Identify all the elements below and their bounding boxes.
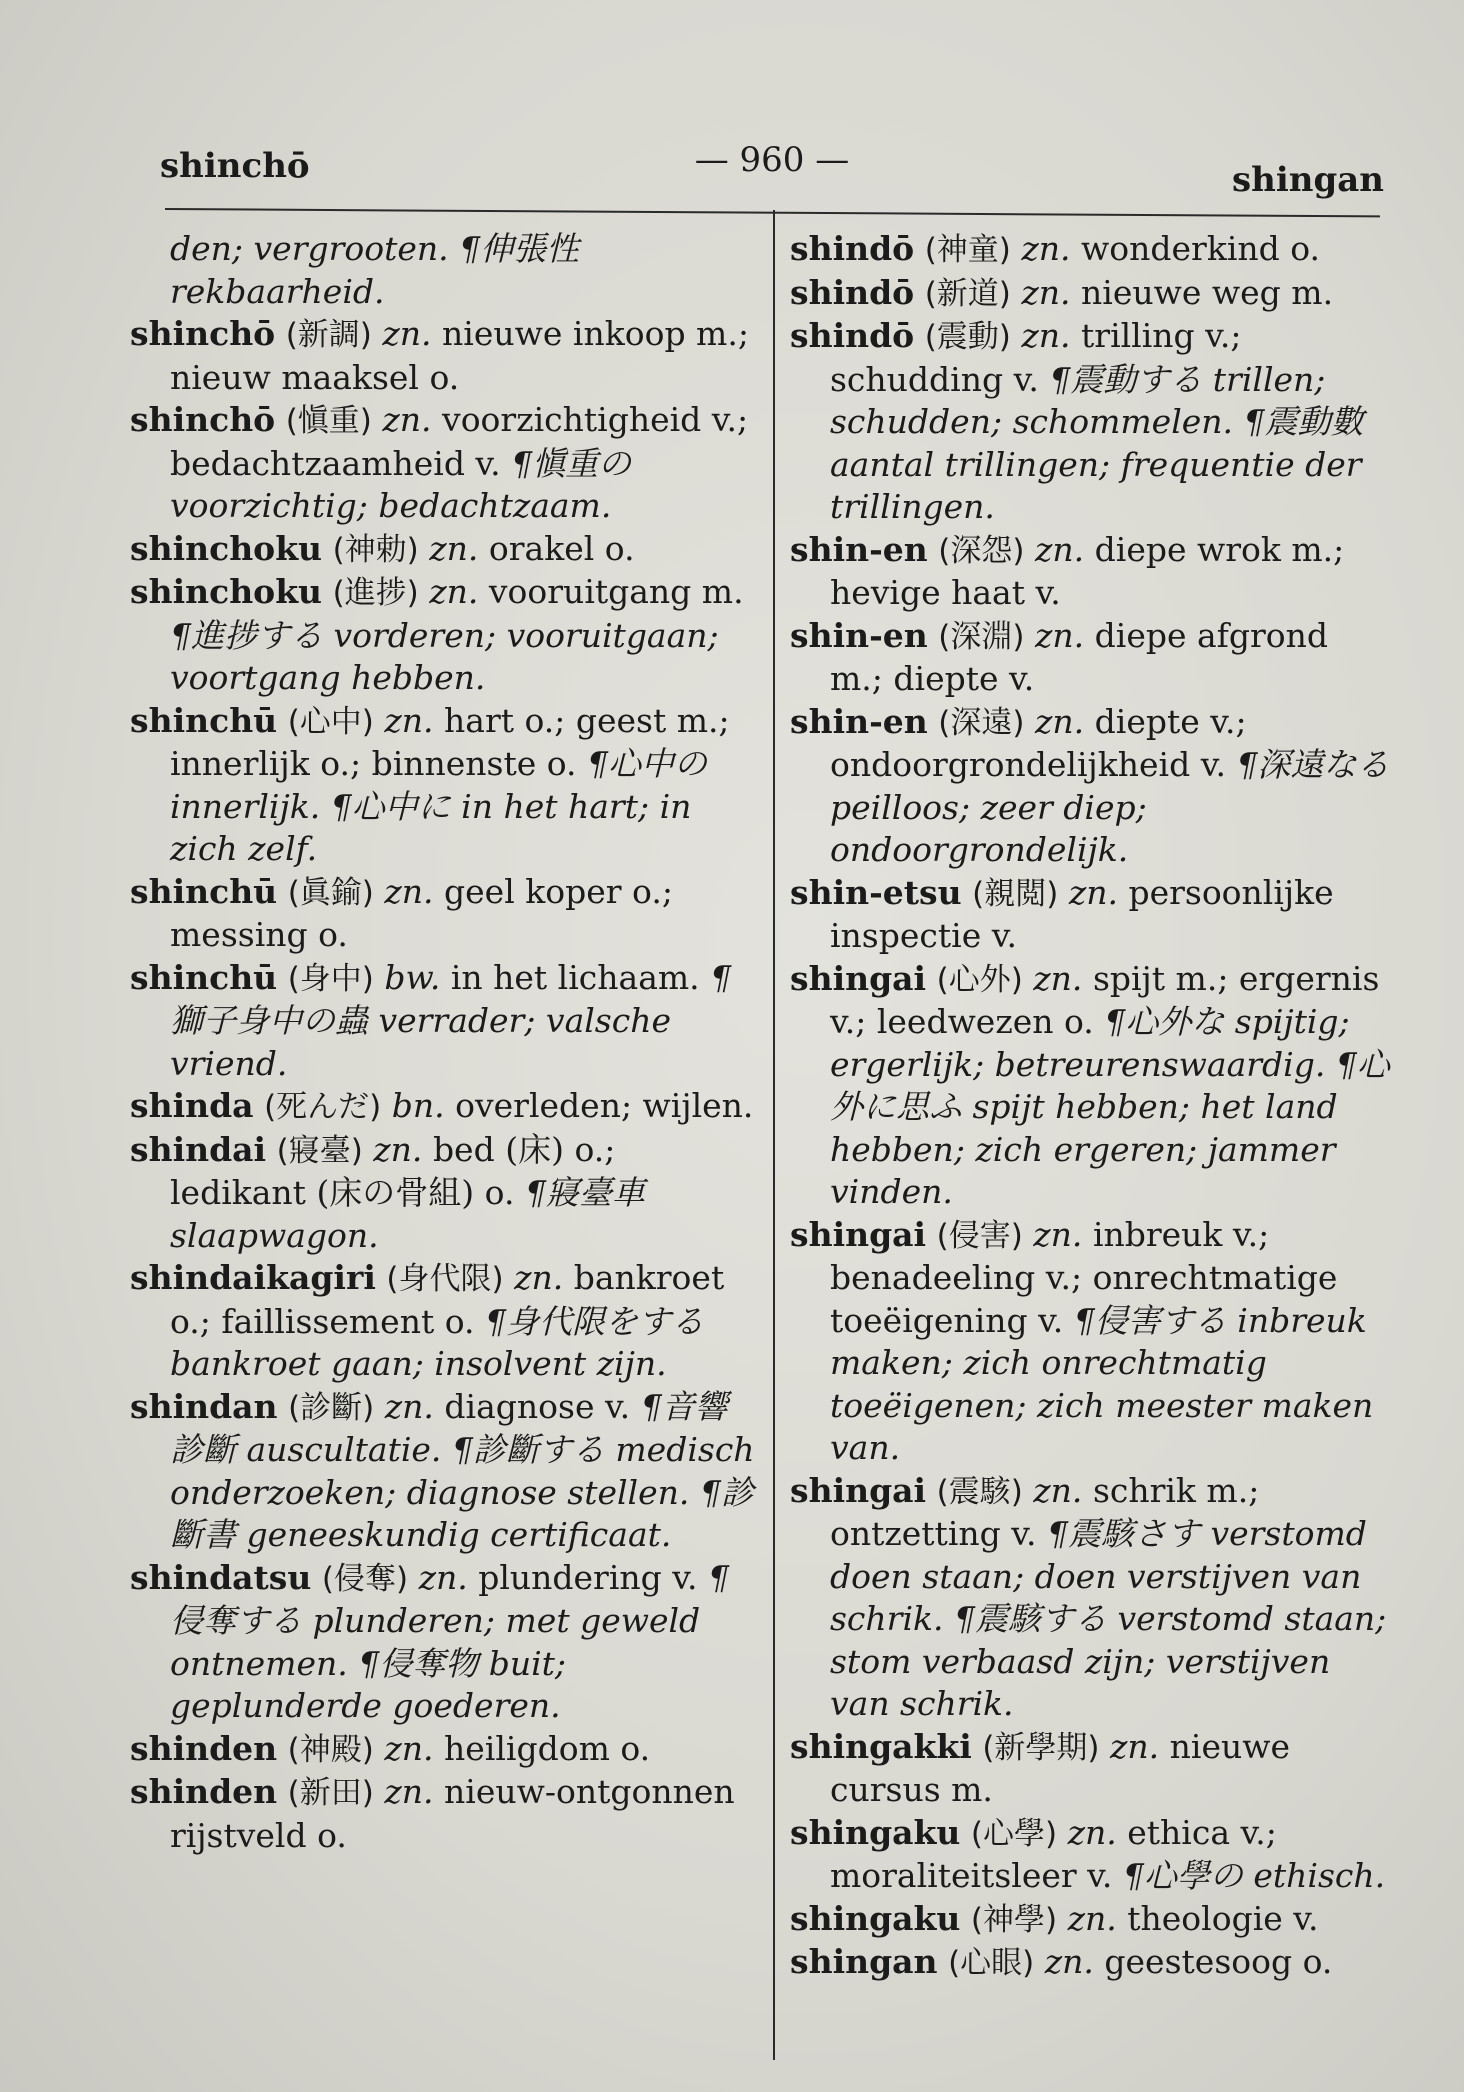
entry-pos: zn. <box>1035 529 1085 569</box>
entry-headword: shindatsu <box>130 1557 312 1597</box>
entry-example: ¶獅子身中の蟲 verrader; valsche vriend. <box>170 957 732 1083</box>
dictionary-entry <box>130 1771 760 1857</box>
entry-pos: zn. <box>384 1772 434 1811</box>
entry-headword: shin-en <box>790 701 928 741</box>
entry-headword: shinchū <box>130 871 278 911</box>
entry-headword: shindai <box>130 1129 267 1169</box>
dictionary-entry <box>790 958 1390 1214</box>
entry-kanji: (身代限) <box>386 1261 504 1297</box>
entry-pos: bn. <box>391 1086 445 1125</box>
entry-definition: nieuwe weg m. <box>1081 272 1334 312</box>
running-head-right: shingan <box>1231 160 1384 200</box>
entry-kanji: (寢臺) <box>276 1132 363 1169</box>
entry-kanji: (眞鍮) <box>287 874 374 911</box>
dictionary-entry <box>790 228 1390 272</box>
entry-definition: vooruitgang m. <box>488 572 744 611</box>
entry-headword: shin-en <box>790 615 928 655</box>
dictionary-entry <box>790 1214 1390 1470</box>
entry-kanji: (震動) <box>924 319 1011 355</box>
entry-pos: zn. <box>384 1728 434 1768</box>
entry-pos: zn. <box>1033 1470 1083 1510</box>
running-head-left: shinchō <box>160 146 310 186</box>
entry-kanji: (心眼) <box>948 1945 1035 1981</box>
entry-pos: zn. <box>1021 272 1071 312</box>
entry-example: ¶心外な spijtig; ergerlijk; betreurenswaardig. ¶心外に思ふ spijt hebben; het land hebben; zich ergeren; jammer vinden. <box>830 1002 1390 1211</box>
entry-headword: shinden <box>130 1728 278 1768</box>
entry-headword: shinchū <box>130 957 278 997</box>
entry-definition: inbreuk v.; benadeeling v.; onrechtmatige toeëigening v. <box>830 1214 1338 1340</box>
entry-example: ¶震駭さす verstomd doen staan; doen verstijven van schrik. ¶震駭する verstomd staan; stom verbaasd zijn; verstijven van schrik. <box>830 1514 1387 1723</box>
entry-kanji: (新調) <box>285 317 372 353</box>
dictionary-entry <box>790 1812 1390 1898</box>
dictionary-entry <box>790 272 1390 316</box>
page-header <box>160 140 1384 200</box>
entry-example: ¶進捗する vorderen; vooruitgaan; voortgang hebben. <box>170 615 719 697</box>
entry-pos: zn. <box>1068 872 1118 912</box>
dictionary-entry <box>130 1557 760 1728</box>
entry-pos: zn. <box>1067 1812 1117 1852</box>
dictionary-entry <box>130 571 760 700</box>
entry-definition: overleden; wijlen. <box>455 1086 754 1125</box>
entry-pos: zn. <box>1110 1726 1160 1766</box>
entry-example: ¶侵奪する plunderen; met geweld ontnemen. ¶侵奪物 buit; geplunderde goederen. <box>170 1557 729 1725</box>
entry-definition: bed (床) o.; ledikant (床の骨組) o. <box>170 1129 616 1212</box>
entry-example: ¶侵害する inbreuk maken; zich onrechtmatig toeëigenen; zich meester maken van. <box>830 1300 1374 1467</box>
entry-example: ¶心中の innerlijk. ¶心中に in het hart; in zich zelf. <box>170 744 708 868</box>
entry-pos: zn. <box>1067 1898 1117 1938</box>
entry-headword: shinda <box>130 1086 254 1125</box>
entry-headword: shingaku <box>790 1898 961 1938</box>
entry-pos: zn. <box>382 314 432 353</box>
entry-kanji: (深淵) <box>938 618 1025 655</box>
entry-headword: shin-etsu <box>790 872 962 912</box>
entry-definition: ethica v.; moraliteitsleer v. <box>830 1812 1277 1895</box>
entry-pos: zn. <box>429 572 479 611</box>
dictionary-entry <box>790 872 1390 958</box>
entry-example: ¶寢臺車 slaapwagon. <box>170 1173 645 1255</box>
entry-definition: nieuwe inkoop m.; nieuw maaksel o. <box>170 314 749 397</box>
dictionary-entry <box>130 871 760 957</box>
dictionary-entry <box>790 615 1390 701</box>
entry-definition: hart o.; geest m.; innerlijk o.; binnenste o. <box>170 700 730 783</box>
entry-definition: theologie v. <box>1127 1898 1319 1938</box>
entry-pos: zn. <box>1035 701 1085 741</box>
entry-kanji: (神童) <box>924 232 1011 268</box>
column-divider <box>773 210 775 2060</box>
entry-headword: shingai <box>790 1470 927 1510</box>
dictionary-entry <box>130 399 760 528</box>
entry-pos: zn. <box>1033 1214 1083 1254</box>
entry-pos: bw. <box>384 957 441 997</box>
dictionary-entry <box>790 529 1390 615</box>
entry-definition: heiligdom o. <box>444 1728 651 1768</box>
entry-kanji: (親閲) <box>972 875 1059 912</box>
entry-definition: diagnose v. <box>444 1386 631 1426</box>
entry-example: ¶音響診斷 auscultatie. ¶診斷する medisch onderzoeken; diagnose stellen. ¶診斷書 geneeskundig certificaat. <box>170 1386 755 1554</box>
entry-pos: zn. <box>1021 229 1071 268</box>
entry-definition: diepe wrok m.; hevige haat v. <box>830 529 1345 612</box>
entry-pos: zn. <box>514 1258 564 1297</box>
dictionary-entry <box>790 1941 1390 1985</box>
entry-kanji: (身中) <box>287 960 374 997</box>
entry-headword: shingakki <box>790 1726 972 1766</box>
dictionary-entry <box>130 1085 760 1129</box>
entry-pos: zn. <box>382 400 432 439</box>
dictionary-entry <box>130 1386 760 1557</box>
entry-pos: zn. <box>384 871 434 911</box>
entry-definition: nieuwe cursus m. <box>830 1726 1291 1809</box>
entry-definition: in het lichaam. <box>450 957 700 997</box>
entry-definition: persoonlijke inspectie v. <box>830 872 1334 955</box>
entry-definition: diepte v.; ondoorgrondelijkheid v. <box>830 701 1247 784</box>
dictionary-entry <box>130 957 760 1086</box>
entry-headword: shindō <box>790 316 915 355</box>
dictionary-entry <box>790 1726 1390 1812</box>
entry-pos: zn. <box>429 528 479 568</box>
entry-definition: geestesoog o. <box>1104 1942 1333 1981</box>
entry-headword: shingan <box>790 1942 938 1981</box>
dictionary-entry <box>130 313 760 399</box>
entry-pos: zn. <box>384 700 434 740</box>
entry-kanji: (神學) <box>970 1901 1058 1938</box>
entry-kanji: (愼重) <box>285 403 372 439</box>
entry-kanji: (新學期) <box>982 1729 1100 1766</box>
entry-example: ¶心學の ethisch. <box>1122 1856 1386 1895</box>
entry-pos: zn. <box>1021 316 1071 355</box>
right-column <box>790 228 1390 1985</box>
dictionary-entry <box>790 1898 1390 1942</box>
entry-headword: shindō <box>790 272 915 312</box>
entry-kanji: (心學) <box>970 1815 1058 1852</box>
entry-kanji: (神殿) <box>287 1731 374 1768</box>
entry-continuation: den; vergrooten. ¶伸張性 rekbaarheid. <box>170 229 580 311</box>
dictionary-entry <box>790 1470 1390 1726</box>
entry-kanji: (新道) <box>924 275 1011 312</box>
entry-kanji: (神勅) <box>332 531 419 568</box>
page-number: — 960 — <box>694 140 850 180</box>
entry-headword: shinchō <box>130 314 276 353</box>
entry-kanji: (深遠) <box>938 704 1025 741</box>
entry-headword: shin-en <box>790 529 928 569</box>
entry-kanji: (侵害) <box>936 1217 1023 1254</box>
entry-example: ¶身代限をする bankroet gaan; insolvent zijn. <box>170 1301 704 1383</box>
entry-pos: zn. <box>1035 615 1085 655</box>
entry-definition: diepe afgrond m.; diepte v. <box>830 615 1329 698</box>
entry-kanji: (新田) <box>287 1775 374 1811</box>
entry-definition: plundering v. <box>478 1557 698 1597</box>
entry-example: ¶震動する trillen; schudden; schommelen. ¶震動數 aantal trillingen; frequentie der trillingen. <box>830 359 1364 526</box>
entry-kanji: (心中) <box>287 703 374 740</box>
entry-headword: shingai <box>790 1214 927 1254</box>
entry-headword: shinchoku <box>130 572 323 611</box>
dictionary-entry <box>130 528 760 572</box>
entry-headword: shingai <box>790 958 927 998</box>
entry-definition: orakel o. <box>488 528 635 568</box>
entry-kanji: (診斷) <box>288 1389 375 1426</box>
entry-kanji: (心外) <box>936 961 1023 998</box>
entry-headword: shindaikagiri <box>130 1258 376 1297</box>
dictionary-entry <box>790 701 1390 872</box>
entry-kanji: (震駭) <box>936 1473 1023 1510</box>
entry-headword: shinchō <box>130 400 276 439</box>
entry-headword: shinchoku <box>130 528 323 568</box>
dictionary-entry <box>130 1129 760 1258</box>
entry-definition: geel koper o.; messing o. <box>170 871 673 954</box>
entry-headword: shindan <box>130 1386 278 1426</box>
entry-kanji: (深怨) <box>938 532 1025 569</box>
entry-definition: wonderkind o. <box>1081 229 1321 268</box>
entry-example: ¶愼重の voorzichtig; bedachtzaam. <box>170 443 632 525</box>
entry-pos: zn. <box>418 1557 468 1597</box>
entry-headword: shinchū <box>130 700 278 740</box>
entry-headword: shingaku <box>790 1812 961 1852</box>
entry-definition: spijt m.; ergernis v.; leedwezen o. <box>830 958 1380 1041</box>
entry-pos: zn. <box>384 1386 434 1426</box>
left-column <box>130 228 760 1857</box>
entry-definition: nieuw-ontgonnen rijstveld o. <box>170 1772 735 1855</box>
entry-kanji: (進捗) <box>332 575 419 611</box>
entry-kanji: (侵奪) <box>321 1560 409 1597</box>
dictionary-entry <box>130 228 760 313</box>
entry-definition: schrik m.; ontzetting v. <box>830 1470 1260 1553</box>
entry-definition: bankroet o.; faillissement o. <box>170 1258 725 1341</box>
entry-headword: shinden <box>130 1772 278 1811</box>
entry-example: ¶深遠なる peilloos; zeer diep; ondoorgrondelijk. <box>830 745 1390 869</box>
dictionary-entry <box>130 700 760 871</box>
entry-headword: shindō <box>790 229 915 268</box>
entry-definition: trilling v.; schudding v. <box>830 316 1242 399</box>
entry-pos: zn. <box>1033 958 1083 998</box>
dictionary-entry <box>790 315 1390 529</box>
entry-kanji: (死んだ) <box>264 1089 382 1125</box>
dictionary-entry <box>130 1257 760 1386</box>
entry-pos: zn. <box>373 1129 423 1169</box>
entry-definition: voorzichtigheid v.; bedachtzaamheid v. <box>170 400 749 483</box>
entry-pos: zn. <box>1044 1942 1094 1981</box>
dictionary-entry <box>130 1728 760 1772</box>
